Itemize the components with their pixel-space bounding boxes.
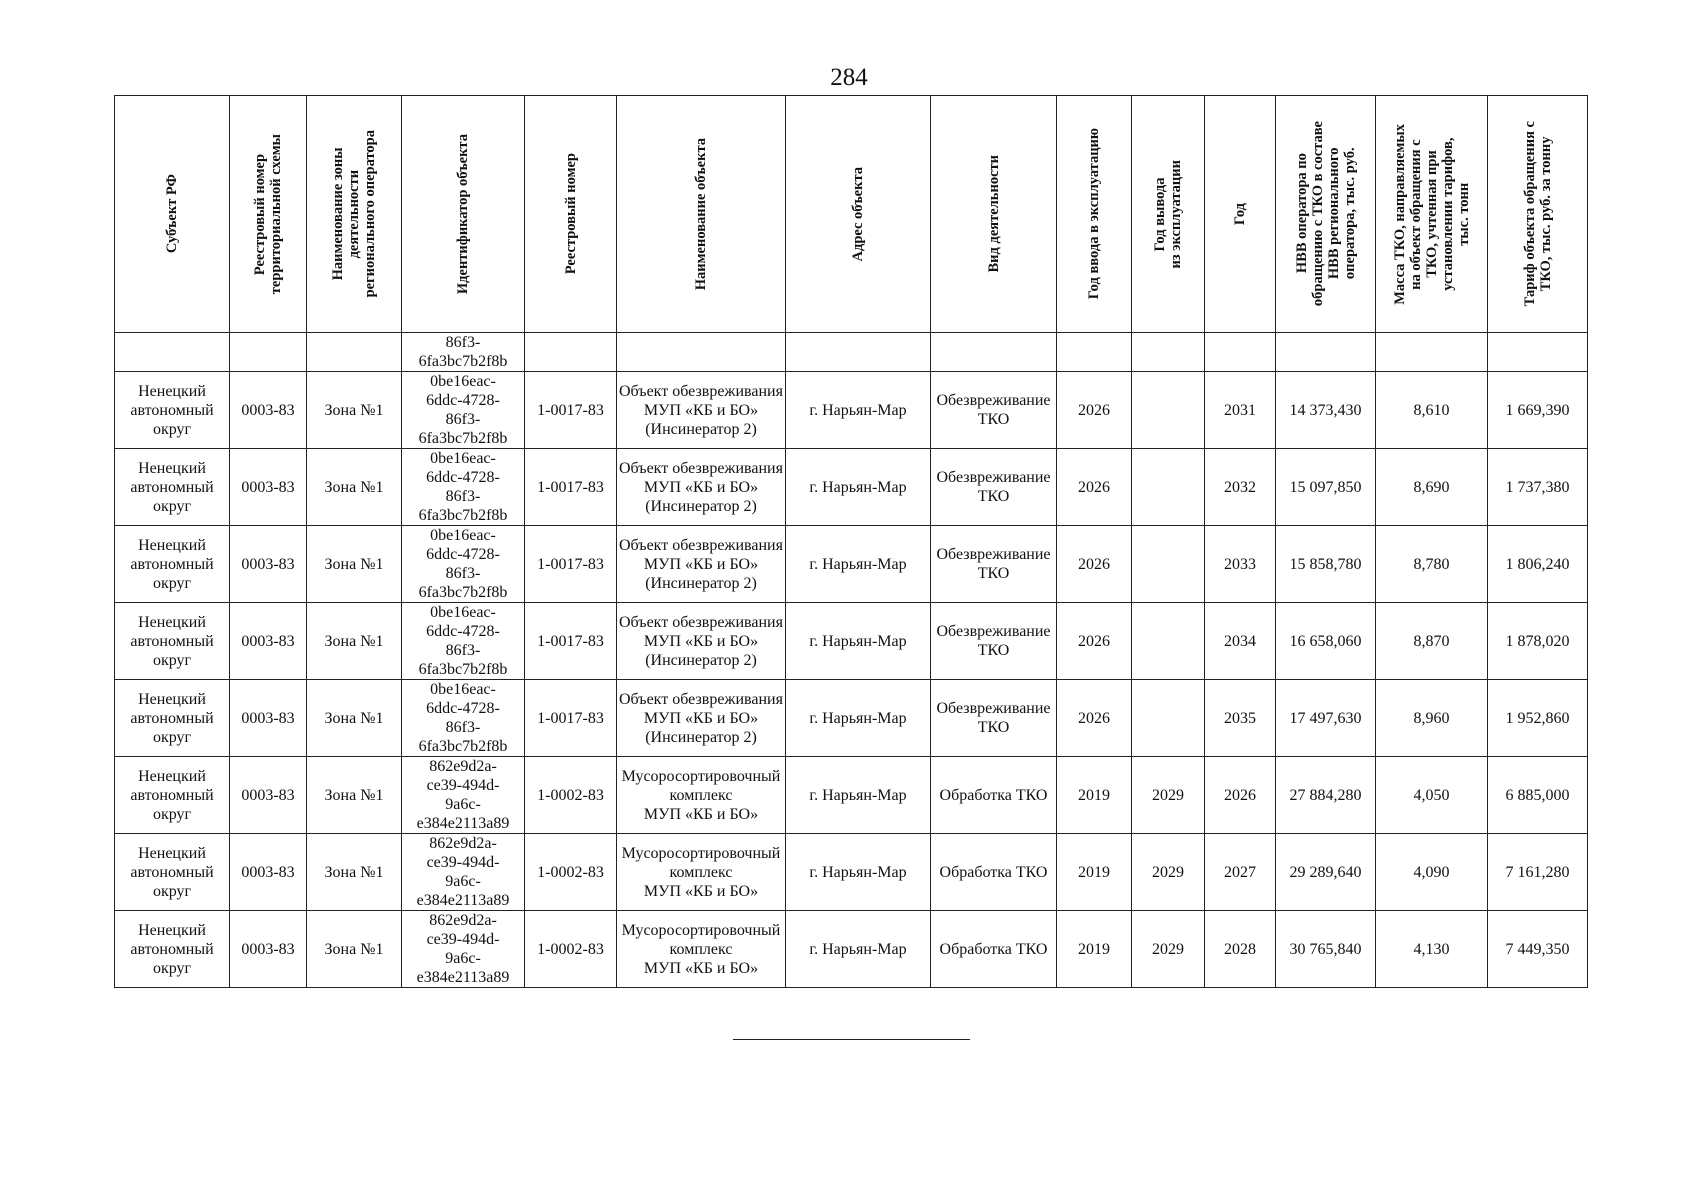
cell-decommission-year	[1132, 449, 1205, 526]
cell-commission-year: 2026	[1057, 449, 1132, 526]
col-nvv-header: НВВ оператора по обращению с ТКО в составе НВВ регионального оператора, тыс. руб.	[1276, 96, 1376, 333]
cell-zone: Зона №1	[307, 449, 402, 526]
cell-address: г. Нарьян-Мар	[786, 834, 931, 911]
cell-mass: 8,960	[1376, 680, 1488, 757]
cell-tariff: 1 669,390	[1488, 372, 1588, 449]
cell-registry-number: 1-0002-83	[525, 757, 617, 834]
table-header	[115, 96, 1588, 333]
cell-zone: Зона №1	[307, 834, 402, 911]
footer-divider	[733, 1039, 970, 1040]
cell-subject: Ненецкий автономный округ	[115, 372, 230, 449]
cell-year: 2035	[1205, 680, 1276, 757]
col-year-header: Год	[1205, 96, 1276, 333]
cell-decommission-year: 2029	[1132, 834, 1205, 911]
table-row	[115, 449, 1588, 526]
cell-commission-year	[1057, 333, 1132, 372]
cell-address: г. Нарьян-Мар	[786, 372, 931, 449]
cell-zone	[307, 333, 402, 372]
cell-scheme-number: 0003-83	[230, 757, 307, 834]
cell-subject: Ненецкий автономный округ	[115, 911, 230, 988]
cell-identifier: 0be16eac- 6ddc-4728- 86f3- 6fa3bc7b2f8b	[402, 449, 525, 526]
cell-nvv: 17 497,630	[1276, 680, 1376, 757]
cell-zone: Зона №1	[307, 526, 402, 603]
col-address-header: Адрес объекта	[786, 96, 931, 333]
table-row	[115, 603, 1588, 680]
cell-commission-year: 2026	[1057, 526, 1132, 603]
cell-scheme-number: 0003-83	[230, 372, 307, 449]
cell-year: 2032	[1205, 449, 1276, 526]
table-row	[115, 757, 1588, 834]
cell-mass: 8,870	[1376, 603, 1488, 680]
cell-identifier: 862e9d2a- ce39-494d- 9a6c- e384e2113a89	[402, 834, 525, 911]
table-row-continuation	[115, 333, 1588, 372]
col-registry-number-header: Реестровый номер	[525, 96, 617, 333]
cell-identifier: 0be16eac- 6ddc-4728- 86f3- 6fa3bc7b2f8b	[402, 526, 525, 603]
cell-nvv: 29 289,640	[1276, 834, 1376, 911]
cell-nvv: 14 373,430	[1276, 372, 1376, 449]
cell-commission-year: 2026	[1057, 603, 1132, 680]
cell-decommission-year	[1132, 526, 1205, 603]
col-zone-header: Наименование зоны деятельности регионального оператора	[307, 96, 402, 333]
cell-year: 2031	[1205, 372, 1276, 449]
cell-object-name: Объект обезвреживания МУП «КБ и БО» (Инсинератор 2)	[617, 526, 786, 603]
cell-object-name	[617, 333, 786, 372]
cell-activity: Обезвреживание ТКО	[931, 372, 1057, 449]
col-identifier-header: Идентификатор объекта	[402, 96, 525, 333]
cell-registry-number	[525, 333, 617, 372]
cell-year: 2034	[1205, 603, 1276, 680]
cell-decommission-year: 2029	[1132, 911, 1205, 988]
cell-subject: Ненецкий автономный округ	[115, 449, 230, 526]
cell-commission-year: 2019	[1057, 911, 1132, 988]
cell-scheme-number: 0003-83	[230, 449, 307, 526]
table-body	[115, 333, 1588, 988]
cell-identifier: 86f3- 6fa3bc7b2f8b	[402, 333, 525, 372]
cell-mass: 8,610	[1376, 372, 1488, 449]
cell-address: г. Нарьян-Мар	[786, 680, 931, 757]
cell-identifier: 0be16eac- 6ddc-4728- 86f3- 6fa3bc7b2f8b	[402, 372, 525, 449]
cell-mass: 4,050	[1376, 757, 1488, 834]
cell-decommission-year	[1132, 680, 1205, 757]
cell-subject: Ненецкий автономный округ	[115, 680, 230, 757]
table-row	[115, 526, 1588, 603]
cell-object-name: Объект обезвреживания МУП «КБ и БО» (Инсинератор 2)	[617, 603, 786, 680]
cell-object-name: Мусоросортировочный комплекс МУП «КБ и БО»	[617, 911, 786, 988]
cell-commission-year: 2019	[1057, 834, 1132, 911]
cell-zone: Зона №1	[307, 680, 402, 757]
cell-zone: Зона №1	[307, 372, 402, 449]
cell-scheme-number: 0003-83	[230, 603, 307, 680]
col-commission-year-header: Год ввода в эксплуатацию	[1057, 96, 1132, 333]
cell-identifier: 0be16eac- 6ddc-4728- 86f3- 6fa3bc7b2f8b	[402, 680, 525, 757]
cell-mass: 4,130	[1376, 911, 1488, 988]
cell-activity: Обезвреживание ТКО	[931, 603, 1057, 680]
cell-subject	[115, 333, 230, 372]
table-row	[115, 834, 1588, 911]
cell-activity	[931, 333, 1057, 372]
cell-tariff	[1488, 333, 1588, 372]
cell-identifier: 862e9d2a- ce39-494d- 9a6c- e384e2113a89	[402, 911, 525, 988]
cell-object-name: Объект обезвреживания МУП «КБ и БО» (Инсинератор 2)	[617, 449, 786, 526]
cell-registry-number: 1-0002-83	[525, 911, 617, 988]
col-decommission-year-header: Год вывода из эксплуатации	[1132, 96, 1205, 333]
cell-decommission-year	[1132, 333, 1205, 372]
cell-commission-year: 2026	[1057, 680, 1132, 757]
cell-scheme-number	[230, 333, 307, 372]
cell-nvv: 30 765,840	[1276, 911, 1376, 988]
cell-mass	[1376, 333, 1488, 372]
cell-mass: 4,090	[1376, 834, 1488, 911]
cell-tariff: 7 161,280	[1488, 834, 1588, 911]
cell-activity: Обработка ТКО	[931, 911, 1057, 988]
cell-tariff: 1 952,860	[1488, 680, 1588, 757]
cell-registry-number: 1-0017-83	[525, 526, 617, 603]
col-object-name-header: Наименование объекта	[617, 96, 786, 333]
registry-table	[114, 95, 1588, 988]
cell-address: г. Нарьян-Мар	[786, 526, 931, 603]
cell-activity: Обработка ТКО	[931, 757, 1057, 834]
cell-activity: Обработка ТКО	[931, 834, 1057, 911]
cell-scheme-number: 0003-83	[230, 526, 307, 603]
cell-scheme-number: 0003-83	[230, 911, 307, 988]
cell-activity: Обезвреживание ТКО	[931, 449, 1057, 526]
cell-decommission-year	[1132, 603, 1205, 680]
page-number: 284	[830, 64, 868, 91]
cell-object-name: Объект обезвреживания МУП «КБ и БО» (Инсинератор 2)	[617, 680, 786, 757]
cell-decommission-year	[1132, 372, 1205, 449]
cell-year: 2026	[1205, 757, 1276, 834]
cell-tariff: 1 878,020	[1488, 603, 1588, 680]
cell-nvv: 15 097,850	[1276, 449, 1376, 526]
cell-year	[1205, 333, 1276, 372]
cell-registry-number: 1-0017-83	[525, 680, 617, 757]
cell-tariff: 6 885,000	[1488, 757, 1588, 834]
cell-registry-number: 1-0017-83	[525, 603, 617, 680]
cell-zone: Зона №1	[307, 757, 402, 834]
cell-address: г. Нарьян-Мар	[786, 603, 931, 680]
table-row	[115, 372, 1588, 449]
cell-commission-year: 2026	[1057, 372, 1132, 449]
cell-nvv: 27 884,280	[1276, 757, 1376, 834]
cell-registry-number: 1-0017-83	[525, 449, 617, 526]
cell-tariff: 7 449,350	[1488, 911, 1588, 988]
cell-year: 2033	[1205, 526, 1276, 603]
cell-subject: Ненецкий автономный округ	[115, 526, 230, 603]
cell-object-name: Объект обезвреживания МУП «КБ и БО» (Инсинератор 2)	[617, 372, 786, 449]
cell-address: г. Нарьян-Мар	[786, 449, 931, 526]
table-row	[115, 911, 1588, 988]
cell-nvv	[1276, 333, 1376, 372]
cell-year: 2027	[1205, 834, 1276, 911]
cell-commission-year: 2019	[1057, 757, 1132, 834]
cell-tariff: 1 806,240	[1488, 526, 1588, 603]
cell-mass: 8,690	[1376, 449, 1488, 526]
col-scheme-number-header: Реестровый номер территориальной схемы	[230, 96, 307, 333]
col-tariff-header: Тариф объекта обращения с ТКО, тыс. руб. за тонну	[1488, 96, 1588, 333]
cell-decommission-year: 2029	[1132, 757, 1205, 834]
cell-address: г. Нарьян-Мар	[786, 757, 931, 834]
cell-identifier: 0be16eac- 6ddc-4728- 86f3- 6fa3bc7b2f8b	[402, 603, 525, 680]
cell-scheme-number: 0003-83	[230, 680, 307, 757]
cell-identifier: 862e9d2a- ce39-494d- 9a6c- e384e2113a89	[402, 757, 525, 834]
cell-object-name: Мусоросортировочный комплекс МУП «КБ и БО»	[617, 834, 786, 911]
col-subject-header: Субъект РФ	[115, 96, 230, 333]
cell-address	[786, 333, 931, 372]
cell-object-name: Мусоросортировочный комплекс МУП «КБ и БО»	[617, 757, 786, 834]
col-activity-header: Вид деятельности	[931, 96, 1057, 333]
cell-subject: Ненецкий автономный округ	[115, 757, 230, 834]
cell-registry-number: 1-0017-83	[525, 372, 617, 449]
cell-tariff: 1 737,380	[1488, 449, 1588, 526]
cell-nvv: 16 658,060	[1276, 603, 1376, 680]
cell-activity: Обезвреживание ТКО	[931, 526, 1057, 603]
cell-mass: 8,780	[1376, 526, 1488, 603]
cell-year: 2028	[1205, 911, 1276, 988]
cell-address: г. Нарьян-Мар	[786, 911, 931, 988]
cell-scheme-number: 0003-83	[230, 834, 307, 911]
col-mass-header: Масса ТКО, направляемых на объект обращения с ТКО, учтенная при установлении тарифов, тыс. тонн	[1376, 96, 1488, 333]
cell-zone: Зона №1	[307, 603, 402, 680]
cell-subject: Ненецкий автономный округ	[115, 603, 230, 680]
cell-registry-number: 1-0002-83	[525, 834, 617, 911]
cell-zone: Зона №1	[307, 911, 402, 988]
table-row	[115, 680, 1588, 757]
cell-activity: Обезвреживание ТКО	[931, 680, 1057, 757]
cell-subject: Ненецкий автономный округ	[115, 834, 230, 911]
cell-nvv: 15 858,780	[1276, 526, 1376, 603]
